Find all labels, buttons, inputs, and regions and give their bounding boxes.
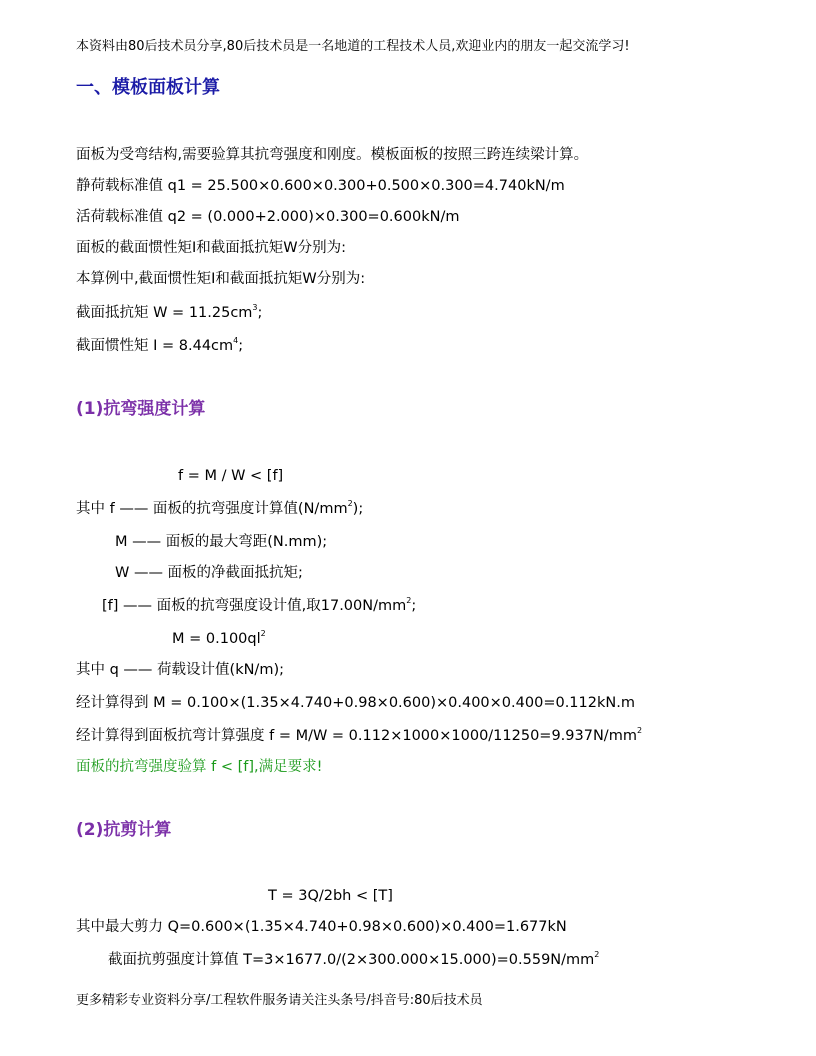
w-value-line <box>76 304 262 322</box>
section-title: 一、模板面板计算 <box>76 77 220 98</box>
calc-f: 经计算得到面板抗弯计算强度 f = M/W = 0.112×1000×1000/11250=9.937N/mm <box>76 728 637 744</box>
i-end: ; <box>238 338 244 354</box>
shear-formula: T = 3Q/2bh < [T] <box>268 888 393 904</box>
def-q-line: 其中 q —— 荷载设计值(kN/m); <box>76 662 284 678</box>
header-note: 本资料由80后技术员分享,80后技术员是一名地道的工程技术人员,欢迎业内的朋友一起交流学习! <box>76 39 630 54</box>
bending-formula: f = M / W < [f] <box>178 468 284 484</box>
moment-formula-exponent: 2 <box>260 629 266 638</box>
shear-t: 截面抗剪强度计算值 T=3×1677.0/(2×300.000×15.000)=0.559N/mm <box>108 952 595 968</box>
def-ff-end: ; <box>411 598 417 614</box>
def-f-end: ); <box>352 501 364 517</box>
def-f-line <box>76 500 363 518</box>
shear-t-line <box>108 951 599 969</box>
def-ff-line <box>102 597 416 615</box>
subsection-bending-title: (1)抗弯强度计算 <box>76 399 206 419</box>
def-f: 其中 f —— 面板的抗弯强度计算值(N/mm <box>76 501 348 517</box>
inertia-line-1: 面板的截面惯性矩I和截面抵抗矩W分别为: <box>76 240 346 256</box>
subsection-shear-title: (2)抗剪计算 <box>76 820 172 840</box>
moment-formula <box>172 630 266 648</box>
i-exponent: 4 <box>233 336 239 345</box>
bending-check-result: 面板的抗弯强度验算 f < [f],满足要求! <box>76 759 323 775</box>
q2-line: 活荷载标准值 q2 = (0.000+2.000)×0.300=0.600kN/m <box>76 209 460 225</box>
intro-text: 面板为受弯结构,需要验算其抗弯强度和刚度。模板面板的按照三跨连续梁计算。 <box>76 147 589 163</box>
calc-f-line <box>76 727 642 745</box>
shear-q-line: 其中最大剪力 Q=0.600×(1.35×4.740+0.98×0.600)×0.400=1.677kN <box>76 919 567 935</box>
calc-m-line: 经计算得到 M = 0.100×(1.35×4.740+0.98×0.600)×0.400×0.400=0.112kN.m <box>76 695 635 711</box>
def-w-line: W —— 面板的净截面抵抗矩; <box>115 565 303 581</box>
w-value: 截面抵抗矩 W = 11.25cm <box>76 305 253 321</box>
shear-t-exponent: 2 <box>594 950 600 959</box>
def-m-line: M —— 面板的最大弯距(N.mm); <box>115 534 328 550</box>
calc-f-exponent: 2 <box>636 726 643 735</box>
q1-line: 静荷载标准值 q1 = 25.500×0.600×0.300+0.500×0.300=4.740kN/m <box>76 178 565 194</box>
i-value-line <box>76 337 243 355</box>
i-value: 截面惯性矩 I = 8.44cm <box>76 338 234 354</box>
inertia-line-2: 本算例中,截面惯性矩I和截面抵抗矩W分别为: <box>76 271 366 287</box>
w-exponent: 3 <box>252 303 258 312</box>
moment-formula-text: M = 0.100ql <box>172 631 261 647</box>
def-f-exponent: 2 <box>347 499 353 508</box>
w-end: ; <box>257 305 263 321</box>
def-ff: [f] —— 面板的抗弯强度设计值,取17.00N/mm <box>102 598 407 614</box>
def-ff-exponent: 2 <box>406 596 412 605</box>
footer-note: 更多精彩专业资料分享/工程软件服务请关注头条号/抖音号:80后技术员 <box>76 993 483 1008</box>
